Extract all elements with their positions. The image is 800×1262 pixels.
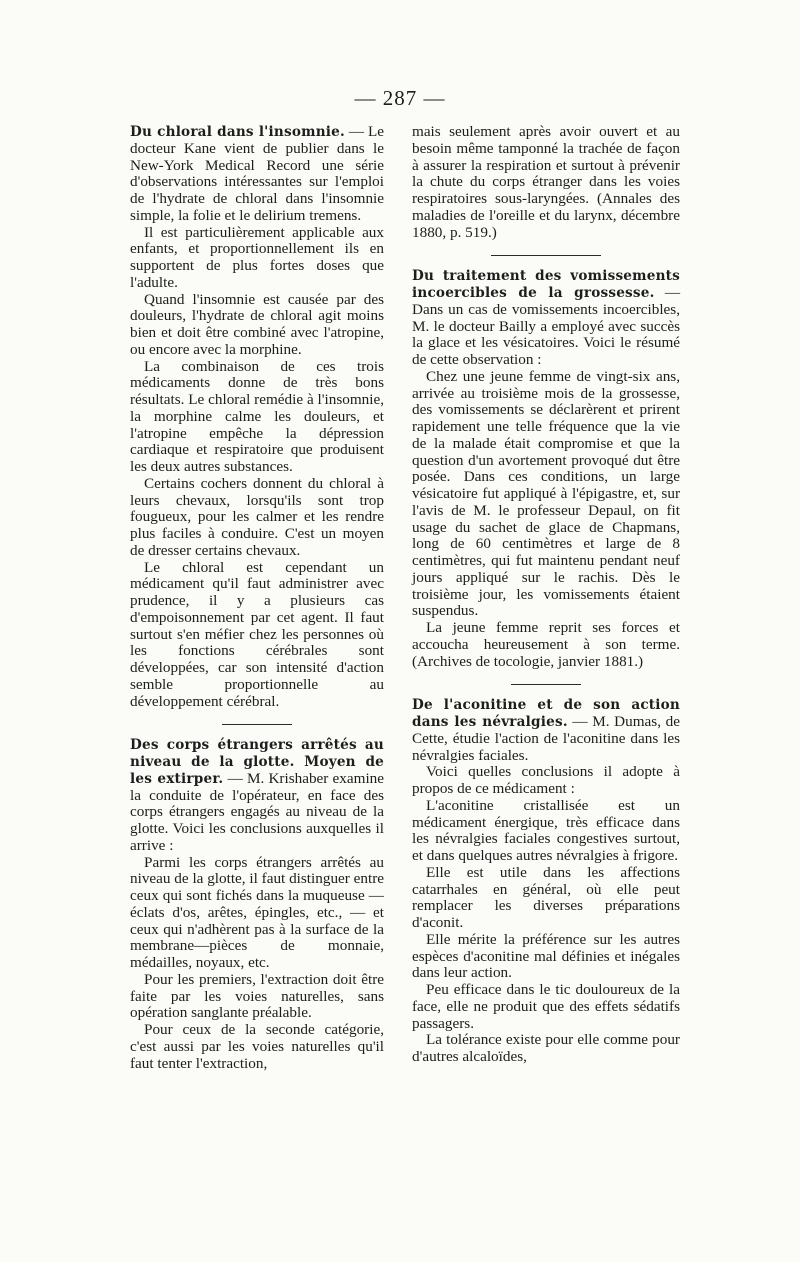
- article-chloral-lead: [130, 124, 384, 225]
- article-aconitine-paragraph: L'aconitine cristallisée est un médicament énergique, très efficace dans les névralgies faciales congestives surtout, et dans quelques autres névralgies à frigore.: [412, 796, 680, 864]
- article-glotte-paragraph: Pour les premiers, l'extraction doit être faite par les voies naturelles, sans opération sanglante préalable.: [130, 970, 384, 1022]
- article-chloral-paragraph: Il est particulièrement applicable aux enfants, et proportionnellement ils en supportent de plus fortes doses que l'adulte.: [130, 223, 384, 291]
- article-aconitine-lead-text: — M. Dumas, de Cette, étudie l'action de l'aconitine dans les névralgies faciales.: [412, 713, 680, 764]
- article-glotte-lead-text: — M. Krishaber examine la conduite de l'opérateur, en face des corps étrangers engagés au niveau de la glotte. Voici les conclusions auxquelles il arrive :: [130, 769, 384, 854]
- article-aconitine-paragraph: Voici quelles conclusions il adopte à propos de ce médicament :: [412, 763, 680, 797]
- article-glotte-heading: Des corps étrangers arrêtés au niveau de la glotte. Moyen de les extirper.: [130, 737, 384, 787]
- article-aconitine-lead: [412, 697, 680, 764]
- article-aconitine-heading: De l'aconitine et de son action dans les névralgies.: [412, 697, 680, 730]
- article-aconitine-paragraph: Elle est utile dans les affections catarrhales en général, où elle peut remplacer les diverses préparations d'aconit.: [412, 863, 680, 931]
- article-glotte-lead: [130, 737, 384, 854]
- section-divider: [491, 255, 601, 256]
- article-chloral-heading: Du chloral dans l'insomnie.: [130, 124, 345, 140]
- article-aconitine-paragraph: Elle mérite la préférence sur les autres espèces d'aconitine mal définies et inégales dans leur action.: [412, 930, 680, 982]
- article-vomissements-heading: Du traitement des vomissements incoercibles de la grossesse.: [412, 268, 680, 301]
- article-vomissements-paragraph: La jeune femme reprit ses forces et accoucha heureusement à son terme. (Archives de tocologie, janvier 1881.): [412, 619, 680, 670]
- article-vomissements-lead-text: — Dans un cas de vomissements incoercibles, M. le docteur Bailly a employé avec succès la glace et les vésicatoires. Voici le résumé de cette observation :: [412, 284, 681, 368]
- right-column: [412, 124, 680, 1066]
- article-chloral-paragraph: Le chloral est cependant un médicament qu'il faut administrer avec prudence, il y a plusieurs cas d'empoisonnement par cet agent. Il faut surtout s'en méfier chez les personnes où les fonctions cérébrales sont développées, car son intensité d'action semble proportionnelle au développement cérébral.: [130, 558, 384, 710]
- left-column: [130, 124, 384, 1072]
- article-glotte-continuation: mais seulement après avoir ouvert et au besoin même tamponné la trachée de façon à assurer la respiration et surtout à prévenir la chute du corps étranger dans les voies respiratoires sous-laryngées. (Annales des maladies de l'oreille et du larynx, décembre 1880, p. 519.): [412, 123, 680, 241]
- article-aconitine-paragraph: Peu efficace dans le tic douloureux de la face, elle ne produit que des effets sédatifs passagers.: [412, 981, 680, 1032]
- section-divider: [511, 684, 581, 685]
- article-vomissements-paragraph: Chez une jeune femme de vingt-six ans, arrivée au troisième mois de la grossesse, des vomissements se déclarèrent et prirent rapidement une telle fréquence que la vie de la malade était compromise et que la question d'un avortement provoqué dut être posée. Dans ces conditions, un large vésicatoire fut appliqué à l'épigastre, et, sur l'avis de M. le professeur Depaul, on fit usage du sachet de glace de Chapmans, long de 60 centimètres et large de 8 centimètres, qui fut maintenu pendant neuf jours appliqué sur le rachis. Dès le troisième jour, les vomissements étaient suspendus.: [412, 367, 680, 620]
- article-chloral-paragraph: Quand l'insomnie est causée par des douleurs, l'hydrate de chloral agit moins bien et doit être combiné avec l'atropine, ou encore avec la morphine.: [130, 290, 384, 358]
- article-chloral-lead-text: — Le docteur Kane vient de publier dans le New-York Medical Record une série d'observations intéressantes sur l'emploi de l'hydrate de chloral dans l'insomnie simple, la folie et le delirium tremens.: [130, 123, 384, 224]
- page-number: — 287 —: [354, 86, 446, 110]
- section-divider: [222, 724, 292, 725]
- article-glotte-paragraph: Pour ceux de la seconde catégorie, c'est aussi par les voies naturelles qu'il faut tenter l'extraction,: [130, 1021, 384, 1072]
- article-chloral-paragraph: La combinaison de ces trois médicaments donne de très bons résultats. Le chloral remédie à l'insomnie, la morphine calme les douleurs, et l'atropine empêche la dépression cardiaque et respiratoire que produisent les deux autres substances.: [130, 357, 384, 475]
- article-glotte-paragraph: Parmi les corps étrangers arrêtés au niveau de la glotte, il faut distinguer entre ceux qui sont fichés dans la muqueuse — éclats d'os, arêtes, épingles, etc., — et ceux qui n'adhèrent pas à la surface de la membrane—pièces de monnaie, médailles, noyaux, etc.: [130, 853, 384, 971]
- article-vomissements-lead: [412, 268, 680, 369]
- article-chloral-paragraph: Certains cochers donnent du chloral à leurs chevaux, lorsqu'ils sont trop fougueux, pour les calmer et les rendre plus faciles à conduire. C'est un moyen de dresser certains chevaux.: [130, 474, 384, 559]
- article-aconitine-paragraph: La tolérance existe pour elle comme pour d'autres alcaloïdes,: [412, 1031, 680, 1065]
